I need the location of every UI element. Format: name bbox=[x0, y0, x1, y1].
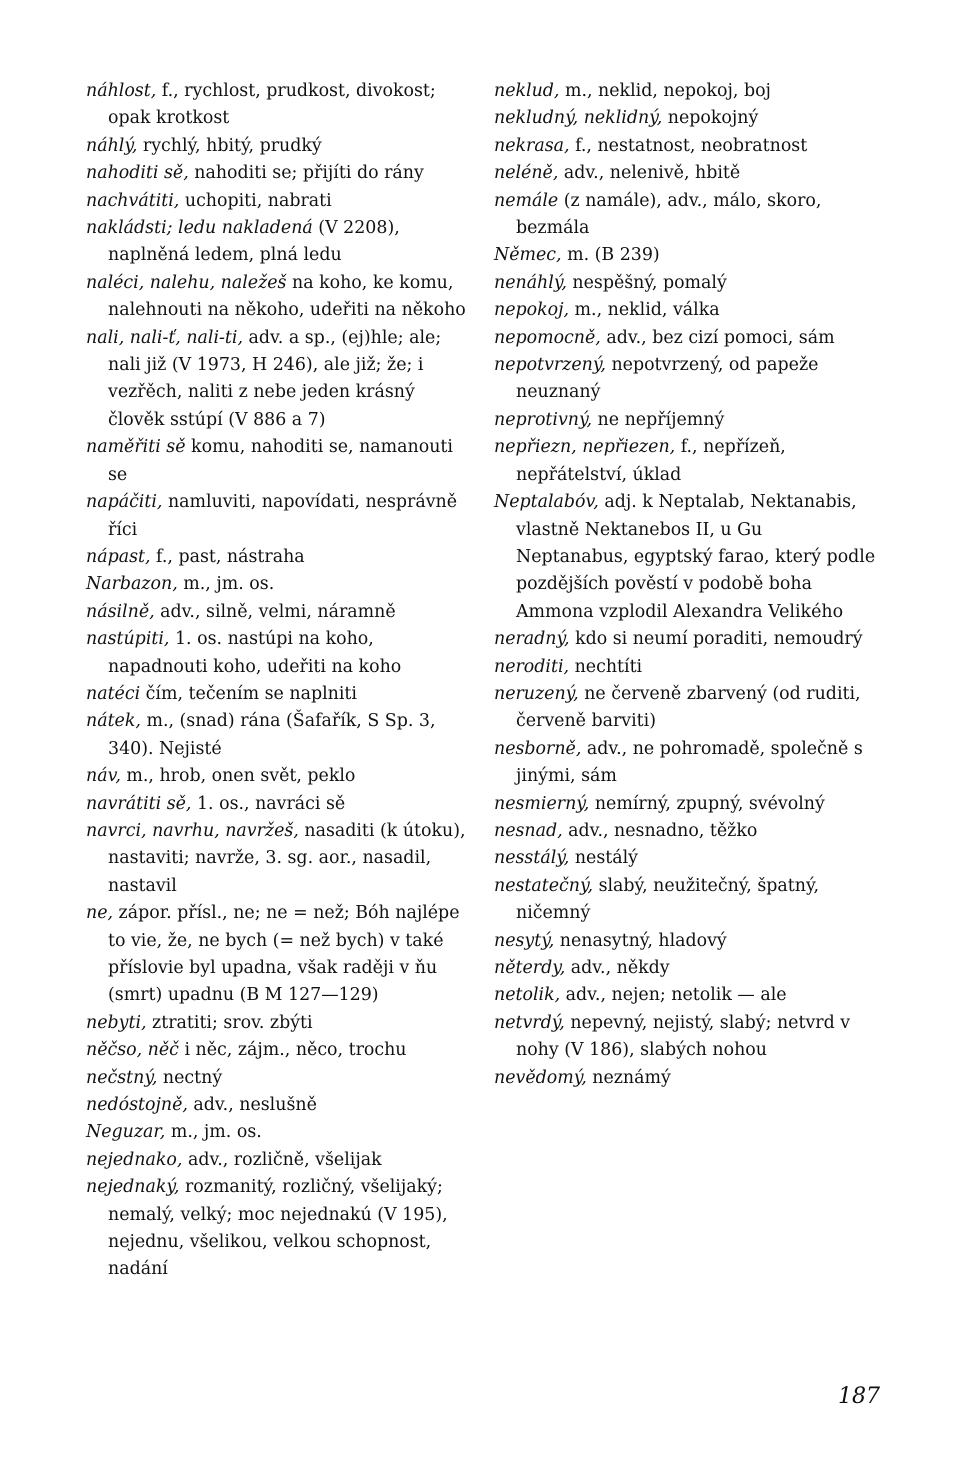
dictionary-entry bbox=[86, 571, 468, 598]
dictionary-entry bbox=[494, 654, 876, 681]
entry-definition: f., nepřízeň, nepřátelství, úklad bbox=[516, 437, 786, 485]
entry-definition: adv., silně, velmi, náramně bbox=[154, 601, 396, 622]
dictionary-entry bbox=[494, 1065, 876, 1092]
dictionary-entry bbox=[494, 434, 876, 489]
dictionary-entry bbox=[494, 325, 876, 352]
entry-headword: nejednako, bbox=[86, 1149, 183, 1170]
entry-definition: nemírný, zpupný, svévolný bbox=[589, 793, 825, 814]
entries-right bbox=[494, 78, 876, 1092]
entry-definition: čím, tečením se naplniti bbox=[140, 683, 357, 704]
dictionary-entry bbox=[494, 297, 876, 324]
entry-headword: nedóstojně, bbox=[86, 1095, 188, 1116]
entry-definition: nepokojný bbox=[662, 108, 759, 129]
entry-definition: nestálý bbox=[569, 848, 639, 869]
entry-definition: ne červeně zbarvený (od ruditi, červeně barviti) bbox=[516, 683, 861, 732]
entry-definition: (V 2208), naplněná ledem, plná ledu bbox=[108, 218, 400, 266]
dictionary-entry bbox=[494, 188, 876, 243]
entry-definition: f., past, nástraha bbox=[150, 546, 305, 567]
entry-definition: slabý, neužitečný, špatný, ničemný bbox=[516, 875, 819, 924]
entry-headword: nepřiezn, nepřiezen, bbox=[494, 437, 676, 458]
entry-headword: nápast, bbox=[86, 546, 151, 567]
dictionary-entry bbox=[86, 818, 468, 900]
dictionary-entry bbox=[86, 434, 468, 489]
entry-definition: i něc, zájm., něco, trochu bbox=[178, 1040, 407, 1061]
dictionary-entry bbox=[86, 599, 468, 626]
entry-headword: nesmierný, bbox=[494, 793, 590, 814]
dictionary-entry bbox=[494, 270, 876, 297]
entry-definition: na koho, ke komu, nalehnouti na někoho, udeřiti na někoho bbox=[108, 272, 466, 321]
entry-headword: něterdy, bbox=[494, 958, 566, 978]
entry-headword: nepotvrzený, bbox=[494, 355, 606, 376]
dictionary-entry bbox=[86, 1065, 468, 1092]
entry-definition: m., hrob, onen svět, peklo bbox=[120, 766, 356, 787]
entry-headword: nachvátiti, bbox=[86, 190, 180, 211]
entry-definition: 1. os. nastúpi na koho, napadnouti koho, udeřiti na koho bbox=[108, 629, 402, 677]
entry-definition: adv. a sp., (ej)hle; ale; nali již (V 1973, H 246), ale již; že; i vezřěch, naliti z nebe jeden krásný člověk sstúpí (V 886 a 7) bbox=[108, 327, 442, 430]
dictionary-entry bbox=[86, 1092, 468, 1119]
dictionary-entry bbox=[494, 818, 876, 845]
dictionary-entry bbox=[86, 133, 468, 160]
entry-definition: nepotvrzený, od papeže neuznaný bbox=[516, 355, 819, 403]
entry-headword: ne, bbox=[86, 903, 114, 924]
dictionary-entry bbox=[86, 1037, 468, 1064]
entry-definition: neznámý bbox=[586, 1067, 671, 1088]
entry-headword: náhlý, bbox=[86, 135, 138, 156]
entry-headword: Němec, bbox=[494, 245, 562, 266]
entry-headword: neklud, bbox=[494, 81, 560, 101]
entry-definition: m., (snad) rána (Šafařík, S Sp. 3, 340). Nejisté bbox=[108, 711, 436, 759]
entry-definition: 1. os., navráci sě bbox=[191, 793, 346, 814]
entry-headword: naměřiti sě bbox=[86, 437, 186, 458]
dictionary-entry bbox=[86, 160, 468, 187]
dictionary-entry bbox=[86, 900, 468, 1010]
entry-headword: nekludný, neklidný, bbox=[494, 108, 663, 129]
entry-definition: nechtíti bbox=[569, 656, 643, 677]
entry-headword: navrátiti sě, bbox=[86, 793, 192, 814]
entry-headword: nesstálý, bbox=[494, 848, 570, 869]
entry-headword: netolik, bbox=[494, 985, 561, 1006]
entry-headword: násilně, bbox=[86, 601, 155, 622]
dictionary-entry bbox=[86, 763, 468, 790]
entry-headword: nečstný, bbox=[86, 1067, 158, 1088]
entry-headword: nátek, bbox=[86, 711, 141, 732]
dictionary-entry bbox=[494, 78, 876, 105]
right-column bbox=[494, 78, 876, 1092]
dictionary-entry bbox=[494, 736, 876, 791]
entry-headword: navrci, navrhu, navržeš, bbox=[86, 820, 299, 841]
entry-headword: náhlost, bbox=[86, 81, 157, 101]
entry-headword: nahoditi sě, bbox=[86, 163, 189, 184]
entry-definition: rozmanitý, rozličný, všelijaký; nemalý, velký; moc nejednakú (V 195), nejednu, všelikou, velkou schopnost, nadání bbox=[108, 1177, 448, 1280]
entry-headword: nesytý, bbox=[494, 930, 555, 951]
dictionary-entry bbox=[494, 489, 876, 626]
dictionary-entry bbox=[494, 955, 876, 982]
entry-headword: nekrasa, bbox=[494, 135, 570, 156]
entry-headword: nenáhlý, bbox=[494, 272, 567, 293]
entry-definition: adv., nelenivě, hbitě bbox=[558, 163, 741, 184]
entry-definition: adv., rozličně, všelijak bbox=[182, 1149, 382, 1170]
entry-definition: nectný bbox=[157, 1067, 223, 1088]
entry-headword: netvrdý, bbox=[494, 1012, 565, 1033]
dictionary-entry bbox=[494, 626, 876, 653]
entry-headword: Neptalabóv, bbox=[494, 492, 599, 513]
dictionary-entry bbox=[86, 708, 468, 763]
entry-headword: neléně, bbox=[494, 163, 559, 184]
dictionary-entry bbox=[86, 626, 468, 681]
entry-headword: nesnad, bbox=[494, 820, 563, 841]
entry-definition: (z namále), adv., málo, skoro, bezmála bbox=[516, 190, 822, 239]
entry-headword: natéci bbox=[86, 683, 141, 704]
dictionary-entry bbox=[86, 215, 468, 270]
entry-headword: nakládsti; ledu nakladená bbox=[86, 218, 313, 239]
entry-headword: Neguzar, bbox=[86, 1122, 166, 1143]
entry-definition: m., jm. os. bbox=[177, 574, 275, 595]
entry-headword: nepomocně, bbox=[494, 327, 601, 348]
entry-definition: ne nepříjemný bbox=[592, 409, 725, 430]
entry-definition: nahoditi se; přijíti do rány bbox=[188, 163, 424, 184]
dictionary-entry bbox=[86, 1174, 468, 1284]
entry-headword: nestatečný, bbox=[494, 875, 594, 896]
entry-definition: adv., nejen; netolik — ale bbox=[560, 985, 787, 1006]
dictionary-entry bbox=[494, 160, 876, 187]
dictionary-entry bbox=[86, 681, 468, 708]
entry-definition: kdo si neumí poraditi, nemoudrý bbox=[569, 629, 863, 650]
dictionary-entry bbox=[494, 681, 876, 736]
dictionary-entry bbox=[86, 544, 468, 571]
entry-headword: něčso, něč bbox=[86, 1040, 179, 1061]
dictionary-entry bbox=[86, 188, 468, 215]
dictionary-entry bbox=[494, 928, 876, 955]
entry-definition: f., rychlost, prudkost, divokost; opak krotkost bbox=[108, 81, 436, 129]
entries-left bbox=[86, 78, 468, 1284]
entry-definition: m., neklid, nepokoj, boj bbox=[559, 81, 771, 101]
entry-headword: nastúpiti, bbox=[86, 629, 170, 650]
entry-definition: ztratiti; srov. zbýti bbox=[146, 1012, 313, 1033]
entry-headword: nebyti, bbox=[86, 1012, 147, 1033]
dictionary-entry bbox=[86, 1119, 468, 1146]
dictionary-entry bbox=[494, 242, 876, 269]
dictionary-entry bbox=[494, 407, 876, 434]
dictionary-entry bbox=[86, 489, 468, 544]
dictionary-entry bbox=[86, 791, 468, 818]
entry-headword: neroditi, bbox=[494, 656, 570, 677]
dictionary-entry bbox=[494, 845, 876, 872]
dictionary-entry bbox=[86, 1147, 468, 1174]
entry-headword: náv, bbox=[86, 766, 121, 787]
dictionary-entry bbox=[86, 270, 468, 325]
entry-definition: adv., nesnadno, těžko bbox=[562, 820, 758, 841]
dictionary-entry bbox=[494, 791, 876, 818]
entry-definition: adv., ne pohromadě, společně s jinými, sám bbox=[516, 738, 863, 787]
entry-definition: nasaditi (k útoku), nastaviti; navrže, 3. sg. aor., nasadil, nastavil bbox=[108, 820, 466, 896]
entry-definition: adv., bez cizí pomoci, sám bbox=[600, 327, 835, 348]
entry-headword: nepokoj, bbox=[494, 300, 570, 321]
dictionary-entry bbox=[494, 1010, 876, 1065]
entry-definition: komu, nahoditi se, namanouti se bbox=[108, 437, 453, 485]
entry-definition: nepevný, nejistý, slabý; netvrd v nohy (V 186), slabých nohou bbox=[516, 1012, 851, 1061]
entry-headword: neruzený, bbox=[494, 683, 579, 704]
entry-definition: uchopiti, nabrati bbox=[179, 190, 332, 211]
entry-headword: nemále bbox=[494, 190, 559, 211]
entry-headword: napáčiti, bbox=[86, 492, 163, 513]
entry-headword: nesborně, bbox=[494, 738, 582, 759]
entry-definition: zápor. přísl., ne; ne = než; Bóh najlépe to vie, že, ne bych (= než bych) v také příslovie byl upadna, však raději v ňu (smrt) upadnu (B M 127—129) bbox=[108, 903, 460, 1006]
dictionary-entry bbox=[494, 982, 876, 1009]
entry-definition: m. (B 239) bbox=[561, 245, 660, 266]
entry-headword: nevědomý, bbox=[494, 1067, 587, 1088]
entry-definition: rychlý, hbitý, prudký bbox=[137, 135, 322, 156]
entry-definition: adv., někdy bbox=[565, 958, 670, 978]
entry-definition: m., neklid, válka bbox=[569, 300, 720, 321]
entry-headword: nejednaký, bbox=[86, 1177, 180, 1198]
entry-headword: Narbazon, bbox=[86, 574, 178, 595]
entry-definition: nenasytný, hladový bbox=[554, 930, 727, 951]
entry-headword: neradný, bbox=[494, 629, 570, 650]
dictionary-entry bbox=[494, 352, 876, 407]
dictionary-entry bbox=[86, 1010, 468, 1037]
entry-headword: naléci, nalehu, naležeš bbox=[86, 272, 287, 293]
entry-headword: neprotivný, bbox=[494, 409, 593, 430]
dictionary-entry bbox=[86, 78, 468, 133]
entry-headword: nali, nali-ť, nali-ti, bbox=[86, 327, 244, 348]
entry-definition: namluviti, napovídati, nesprávně říci bbox=[108, 492, 458, 540]
dictionary-entry bbox=[494, 133, 876, 160]
entry-definition: adj. k Neptalab, Nektanabis, vlastně Nektanebos II, u Gu Neptanabus, egyptský farao, který podle pozdějších pověstí v podobě boha Ammona vzplodil Alexandra Velikého bbox=[516, 492, 876, 622]
entry-definition: m., jm. os. bbox=[165, 1122, 262, 1143]
left-column bbox=[86, 78, 468, 1284]
entry-definition: nespěšný, pomalý bbox=[566, 272, 727, 293]
dictionary-entry bbox=[86, 325, 468, 435]
dictionary-entry bbox=[494, 873, 876, 928]
entry-definition: f., nestatnost, neobratnost bbox=[569, 135, 808, 156]
entry-definition: adv., neslušně bbox=[187, 1095, 317, 1116]
page-number: 187 bbox=[838, 1384, 880, 1409]
dictionary-entry bbox=[494, 105, 876, 132]
